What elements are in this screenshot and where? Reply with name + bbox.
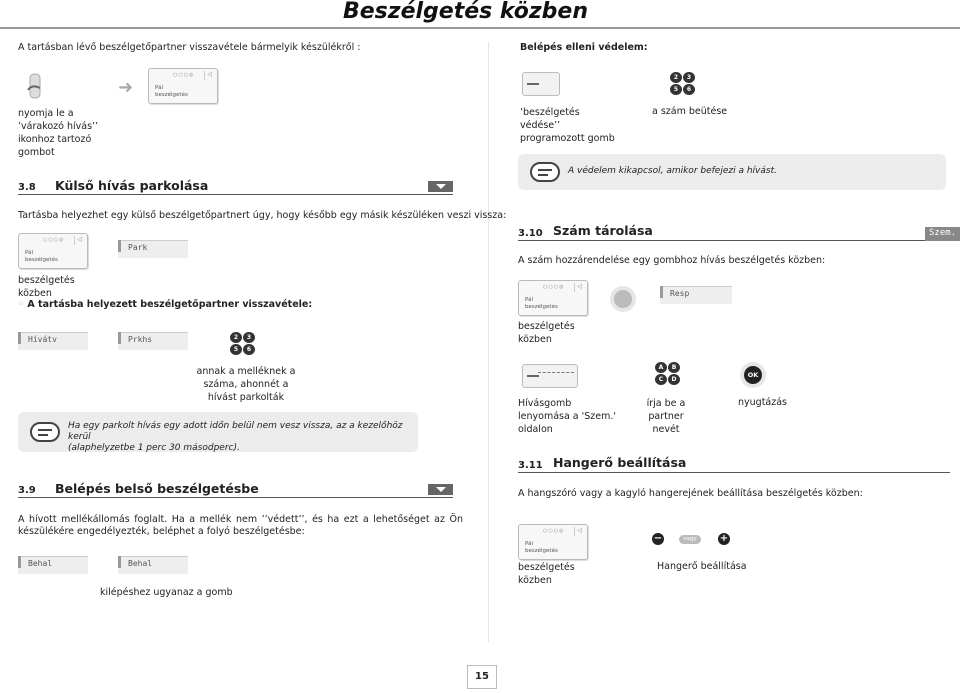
phone-display xyxy=(518,280,588,316)
phone-display xyxy=(18,233,88,269)
park-note: Ha egy parkolt hívás egy adott időn belül nem vesz vissza, az a kezelőhöz kerül (alaphelyzetbe 1 perc 30 másodperc). xyxy=(18,412,418,452)
behal-exit-softkey[interactable]: Behal xyxy=(118,556,188,574)
section-marker-icon xyxy=(428,181,453,192)
display-line-2: beszélgetés xyxy=(525,548,558,554)
display-status-icons: ○○○◎ xyxy=(543,528,565,534)
section-number: 3.10 xyxy=(518,228,543,239)
section-title: Külső hívás parkolása xyxy=(55,178,209,193)
handset-icon xyxy=(24,72,44,100)
display-speaker-icon: ◁ xyxy=(204,71,214,80)
display-speaker-icon: ◁ xyxy=(574,527,584,536)
section-badge: Szem. xyxy=(925,227,960,241)
protect-button-text: ’beszélgetés védése’’ programozott gomb xyxy=(520,107,615,144)
section-number: 3.9 xyxy=(18,485,36,496)
phone-display xyxy=(148,68,218,104)
resp-softkey[interactable]: Resp xyxy=(660,286,732,304)
section-title: Szám tárolása xyxy=(553,223,653,238)
store-step-2: írja be a partner nevét xyxy=(646,398,686,435)
key-dashes xyxy=(538,372,574,373)
prkhs-softkey[interactable]: Prkhs xyxy=(118,332,188,350)
display-line-2: beszélgetés xyxy=(155,92,188,98)
title-rule xyxy=(0,27,960,29)
display-line-2: beszélgetés xyxy=(25,257,58,263)
arrow-icon: ➜ xyxy=(118,77,134,98)
display-line-1: Pál xyxy=(25,250,33,256)
section-marker-icon xyxy=(428,484,453,495)
retrieve-title: ◦ A tartásba helyezett beszélgetőpartner visszavétele: xyxy=(18,299,313,310)
phone-display xyxy=(518,524,588,560)
volume-label: Hangerő beállítása xyxy=(657,561,747,572)
note-icon xyxy=(30,422,60,442)
page-title: Beszélgetés közben xyxy=(342,0,588,24)
step-text: nyomja le a ’várakozó hívás’’ ikonhoz tartozó gombot xyxy=(18,108,99,158)
during-call-label: beszélgetés közben xyxy=(18,275,75,299)
page-number: 15 xyxy=(467,665,497,689)
display-line-1: Pál xyxy=(525,541,533,547)
park-softkey[interactable]: Park xyxy=(118,240,188,258)
keypad-icon: 2 3 5 6 xyxy=(230,332,256,356)
dial-text: a szám beütése xyxy=(652,106,728,117)
display-line-1: Pál xyxy=(525,297,533,303)
exit-text: kilépéshez ugyanaz a gomb xyxy=(100,587,233,598)
store-step-1: Hívásgomb lenyomása a 'Szem.' oldalon xyxy=(518,398,617,435)
ok-button[interactable]: OK xyxy=(740,362,766,388)
volume-up-button[interactable]: + xyxy=(719,533,729,544)
display-line-1: Pál xyxy=(155,85,163,91)
call-key-icon[interactable] xyxy=(522,364,578,388)
store-step-3: nyugtázás xyxy=(738,397,787,408)
navigator-icon[interactable] xyxy=(610,286,636,312)
section-rule xyxy=(518,240,950,241)
display-speaker-icon: ◁ xyxy=(574,283,584,292)
volume-down-button[interactable]: − xyxy=(653,533,663,544)
intrude-text: A hívott mellékállomás foglalt. Ha a mellék nem ’’védett’’, és ha ezt a lehetőséget az Ön készülékére engedélyezték, beléphet a folyó beszélgetésbe: xyxy=(18,514,463,538)
store-intro: A szám hozzárendelése egy gombhoz hívás beszélgetés közben: xyxy=(518,255,826,266)
section-number: 3.11 xyxy=(518,460,543,471)
section-rule xyxy=(518,472,950,473)
display-status-icons: ○○○◎ xyxy=(173,72,195,78)
during-call-label: beszélgetés közben xyxy=(518,321,575,345)
during-call-label: beszélgetés közben xyxy=(518,562,575,586)
section-rule xyxy=(18,194,453,195)
programmed-key-icon[interactable] xyxy=(522,72,560,96)
section-title: Belépés belső beszélgetésbe xyxy=(55,481,259,496)
column-divider xyxy=(488,42,489,642)
display-status-icons: ○○○◎ xyxy=(543,284,565,290)
note-icon xyxy=(530,162,560,182)
protect-title: Belépés elleni védelem: xyxy=(520,42,648,53)
section-rule xyxy=(18,497,453,498)
letter-keypad-icon: A B C D xyxy=(655,362,681,386)
retrieve-intro: A tartásban lévő beszélgetőpartner visszavétele bármelyik készülékről : xyxy=(18,42,361,53)
section-number: 3.8 xyxy=(18,182,36,193)
park-description: annak a melléknek a száma, ahonnét a hívást parkolták xyxy=(196,366,296,403)
display-speaker-icon: ◁ xyxy=(74,236,84,245)
park-intro: Tartásba helyezhet egy külső beszélgetőpartnert úgy, hogy később egy másik készüléken veszi vissza: xyxy=(18,210,507,221)
display-status-icons: ○○○◎ xyxy=(43,237,65,243)
display-line-2: beszélgetés xyxy=(525,304,558,310)
section-title: Hangerő beállítása xyxy=(553,455,687,470)
or-pill: vagy xyxy=(679,535,701,544)
behal-softkey[interactable]: Behal xyxy=(18,556,88,574)
volume-intro: A hangszóró vagy a kagyló hangerejének beállítása beszélgetés közben: xyxy=(518,488,863,499)
protect-note: A védelem kikapcsol, amikor befejezi a hívást. xyxy=(518,154,946,190)
hivatv-softkey[interactable]: Hívátv xyxy=(18,332,88,350)
keypad-icon: 2 3 5 6 xyxy=(670,72,696,96)
